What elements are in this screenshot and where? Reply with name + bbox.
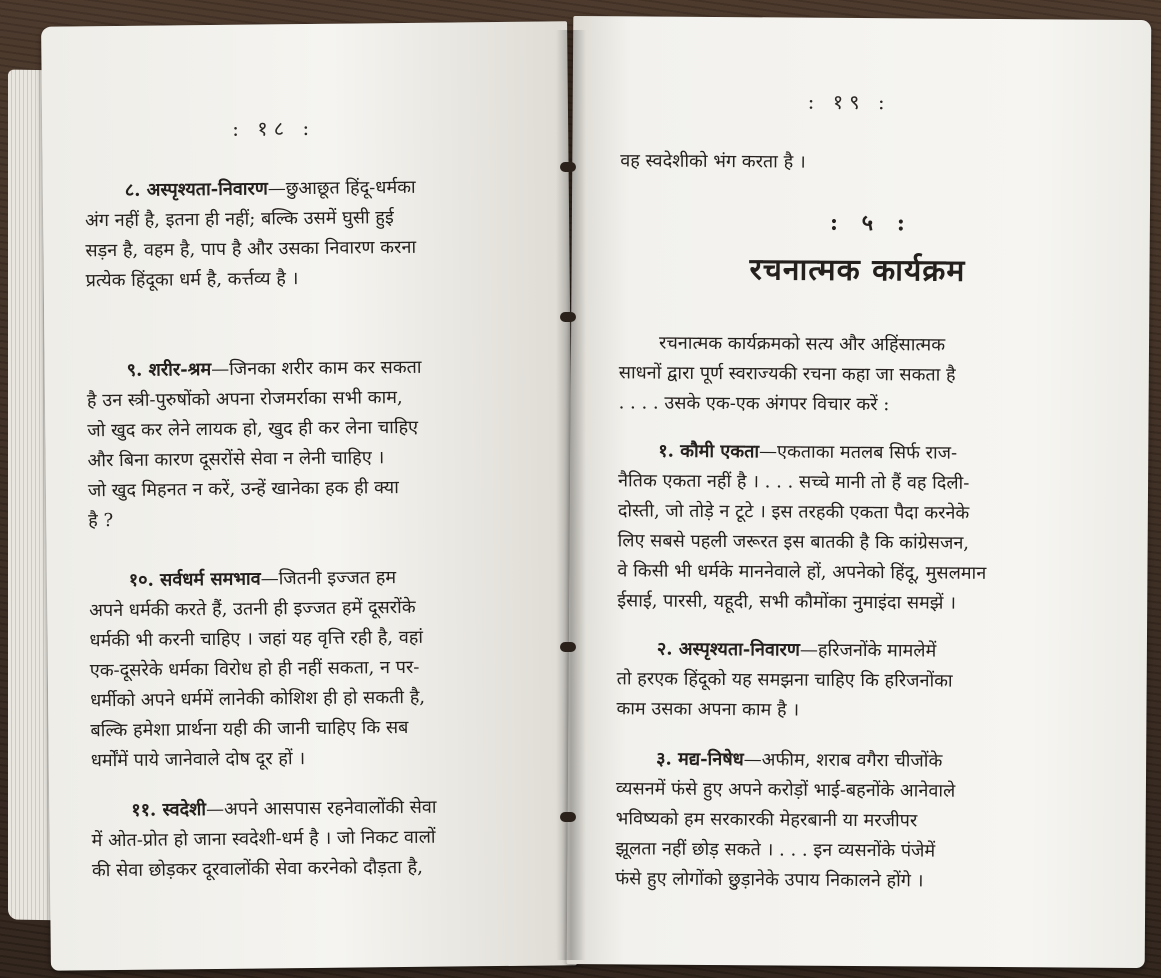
line-text: है ? <box>88 510 114 532</box>
left-text-line <box>85 173 416 206</box>
line-text: अंग नहीं है, इतना ही नहीं; बल्कि उसमें घुसी हुई <box>84 207 394 232</box>
left-text-line <box>90 713 425 747</box>
item-heading: ३. मद्य-निषेध <box>656 748 744 771</box>
line-text: —हरिजनोंके मामलेमें <box>799 639 937 662</box>
right-text-line <box>618 526 987 559</box>
line-text: रचनात्मक कार्यक्रमको सत्य और अहिंसात्मक <box>658 332 946 356</box>
right-text-line <box>616 804 956 836</box>
right-text-line <box>618 436 987 469</box>
line-text: व्यसनमें फंसे हुए अपने करोड़ों भाई-बहनोंके आनेवाले <box>615 778 956 802</box>
item-heading: ९. शरीर-श्रम <box>126 359 212 381</box>
left-paragraph <box>87 353 424 536</box>
line-text: —छुआछूत हिंदू-धर्मका <box>267 176 416 200</box>
item-heading: ८. अस्पृश्यता-निवारण <box>124 178 268 201</box>
left-text-line <box>91 743 426 777</box>
line-text: वे किसी भी धर्मके माननेवाले हों, अपनेको हिंदू, मुसलमान <box>617 560 987 584</box>
line-text: है उन स्त्री-पुरुषोंको अपना रोजमर्राका सभी काम, <box>86 387 403 412</box>
line-text: साधनों द्वारा पूर्ण स्वराज्यकी रचना कहा जा सकता है <box>618 362 956 386</box>
right-text-line <box>619 328 956 360</box>
right-text-line <box>617 664 953 696</box>
left-text-line <box>91 793 437 827</box>
right-paragraph <box>616 634 953 726</box>
line-text: धर्मोंमें पाये जानेवाले दोष दूर हों । <box>90 748 306 772</box>
line-text: प्रत्येक हिंदूका धर्म है, कर्त्तव्य है । <box>85 268 299 292</box>
left-text-line <box>88 503 423 537</box>
right-text-line <box>616 694 952 726</box>
right-text-line <box>617 586 986 619</box>
right-text-line <box>619 388 956 420</box>
line-text: बल्कि हमेशा प्रार्थना यही की जानी चाहिए कि सब <box>90 716 409 742</box>
left-text-line <box>89 623 424 657</box>
right-text-line <box>618 466 987 499</box>
left-page <box>41 21 577 970</box>
right-text-line <box>616 744 956 776</box>
right-paragraph <box>619 328 956 420</box>
line-text: जो खुद कर लेने लायक हो, खुद ही कर लेना चाहिए <box>87 416 419 442</box>
line-text: ईसाई, पारसी, यहूदी, सभी कौमोंका नुमाइंदा समझें । <box>617 590 957 614</box>
left-text-line <box>85 233 416 266</box>
binding-stitch <box>560 312 576 322</box>
left-text-line <box>89 593 424 627</box>
line-text: . . . . उसके एक-एक अंगपर विचार करें : <box>618 392 890 416</box>
binding-stitch <box>560 162 576 172</box>
left-text-line <box>88 473 423 507</box>
section-number: : ५ : <box>829 209 913 237</box>
right-text-line <box>616 774 956 806</box>
right-text-line <box>615 864 955 896</box>
line-text: तो हरएक हिंदूको यह समझना चाहिए कि हरिजनोंका <box>616 668 953 692</box>
right-text-line <box>619 358 956 390</box>
line-text: नैतिक एकता नहीं है । . . . सच्चे मानी तो हैं वह दिली- <box>617 470 970 494</box>
binding-stitch <box>560 812 576 822</box>
right-page-number: : १९ : <box>807 89 891 115</box>
right-page <box>567 16 1152 968</box>
left-text-line <box>90 653 425 687</box>
line-text: —एकताका मतलब सिर्फ राज- <box>758 441 958 464</box>
line-text: दोस्ती, जो तोड़े न टूटे । इस तरहकी एकता पैदा करनेके <box>617 500 970 524</box>
left-paragraph <box>91 793 437 887</box>
left-text-line <box>90 683 425 717</box>
item-heading: १. कौमी एकता <box>658 440 760 463</box>
left-text-line <box>87 413 422 447</box>
right-text-line <box>615 834 955 866</box>
binding-stitch <box>560 642 576 652</box>
carry-over-line <box>620 146 806 177</box>
left-text-line <box>87 353 422 387</box>
item-heading: ११. स्वदेशी <box>131 799 207 821</box>
left-text-line <box>91 823 437 857</box>
line-text: धर्मीको अपने धर्ममें लानेकी कोशिश ही हो सकती है, <box>90 686 426 712</box>
line-text: भविष्यको हम सरकारकी मेहरबानी या मरजीपर <box>615 808 918 832</box>
right-paragraph <box>615 744 955 896</box>
left-paragraph <box>89 563 426 776</box>
line-text: काम उसका अपना काम है । <box>616 698 800 721</box>
line-text: में ओत-प्रोत हो जाना स्वदेशी-धर्म है । जो निकट वालों <box>91 826 436 852</box>
line-text: की सेवा छोड़कर दूरवालोंकी सेवा करनेको दौड़ता है, <box>91 856 423 882</box>
line-text: —जिनका शरीर काम कर सकता <box>211 356 422 381</box>
line-text: फंसे हुए लोगोंको छुड़ानेके उपाय निकालने होंगे । <box>615 868 924 892</box>
right-paragraph <box>617 436 987 619</box>
line-text: धर्मकी भी करनी चाहिए । जहां यह वृत्ति रही है, वहां <box>89 626 424 652</box>
line-text: अपने धर्मकी करते हैं, उतनी ही इज्जत हमें दूसरोंके <box>89 596 416 622</box>
section-title: रचनात्मक कार्यक्रम <box>749 252 966 289</box>
left-text-line <box>92 853 438 887</box>
right-text-line <box>618 496 987 529</box>
line-text: सड़न है, वहम है, पाप है और उसका निवारण करना <box>85 236 417 262</box>
line-text: एक-दूसरेके धर्मका विरोध हो ही नहीं सकता, न पर- <box>89 656 420 682</box>
line-text: —जितनी इज्जत हम <box>260 567 397 590</box>
left-text-line <box>86 263 417 296</box>
left-text-line <box>87 443 422 477</box>
line-text: जो खुद मिहनत न करें, उन्हें खानेका हक ही क्या <box>87 477 399 502</box>
left-text-line <box>85 203 416 236</box>
carry-line-text: वह स्वदेशीको भंग करता है । <box>620 150 806 173</box>
line-text: —अफीम, शराब वगैरा चीजोंके <box>743 749 943 772</box>
line-text: झूलता नहीं छोड़ सकते । . . . इन व्यसनोंके पंजेमें <box>615 838 936 862</box>
left-text-line <box>87 383 422 417</box>
item-heading: २. अस्पृश्यता-निवारण <box>656 638 801 661</box>
left-paragraph <box>85 173 417 296</box>
right-text-line <box>617 634 953 666</box>
item-heading: १०. सर्वधर्म समभाव <box>128 568 261 591</box>
left-text-line <box>89 563 424 597</box>
line-text: —अपने आसपास रहनेवालोंकी सेवा <box>205 796 437 821</box>
left-page-number: : १८ : <box>232 115 316 141</box>
line-text: लिए सबसे पहली जरूरत इस बातकी है कि कांग्रेसजन, <box>617 530 970 554</box>
line-text: और बिना कारण दूसरोंसे सेवा न लेनी चाहिए । <box>87 447 385 472</box>
right-text-line <box>617 556 986 589</box>
